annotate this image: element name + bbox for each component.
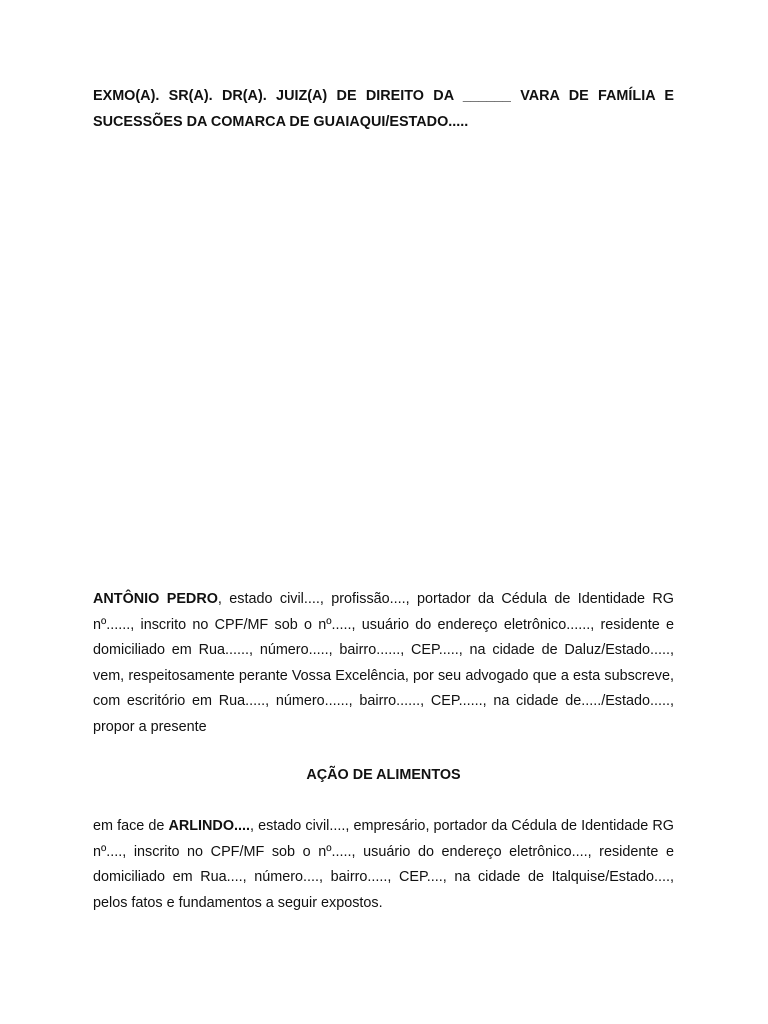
- court-address-heading: [93, 84, 674, 135]
- defendant-qualification: [93, 814, 674, 916]
- court-address-text: EXMO(A). SR(A). DR(A). JUIZ(A) DE DIREITO DA ______ VARA DE FAMÍLIA E SUCESSÕES DA COMARCA DE GUAIAQUI/ESTADO.....: [93, 88, 674, 130]
- plaintiff-details: , estado civil...., profissão...., portador da Cédula de Identidade RG nº......, inscrito no CPF/MF sob o nº....., usuário do endereço eletrônico......, residente e domiciliado em Rua......, número....., bairro......, CEP....., na cidade de Daluz/Estado....., vem, respeitosamente perante Vossa Excelência, por seu advogado que a esta subscreve, com escritório em Rua....., número......, bairro......, CEP......, na cidade de...../Estado....., propor a presente: [93, 591, 674, 735]
- defendant-prefix: em face de: [93, 818, 169, 834]
- action-title: AÇÃO DE ALIMENTOS: [306, 767, 461, 783]
- defendant-details: , estado civil...., empresário, portador da Cédula de Identidade RG nº...., inscrito no CPF/MF sob o nº....., usuário do endereço eletrônico...., residente e domiciliado em Rua...., número...., bairro....., CEP...., na cidade de Italquise/Estado...., pelos fatos e fundamentos a seguir expostos.: [93, 818, 674, 911]
- defendant-name: ARLINDO....: [168, 818, 251, 834]
- plaintiff-name: ANTÔNIO PEDRO: [93, 591, 218, 607]
- plaintiff-qualification: [93, 587, 674, 740]
